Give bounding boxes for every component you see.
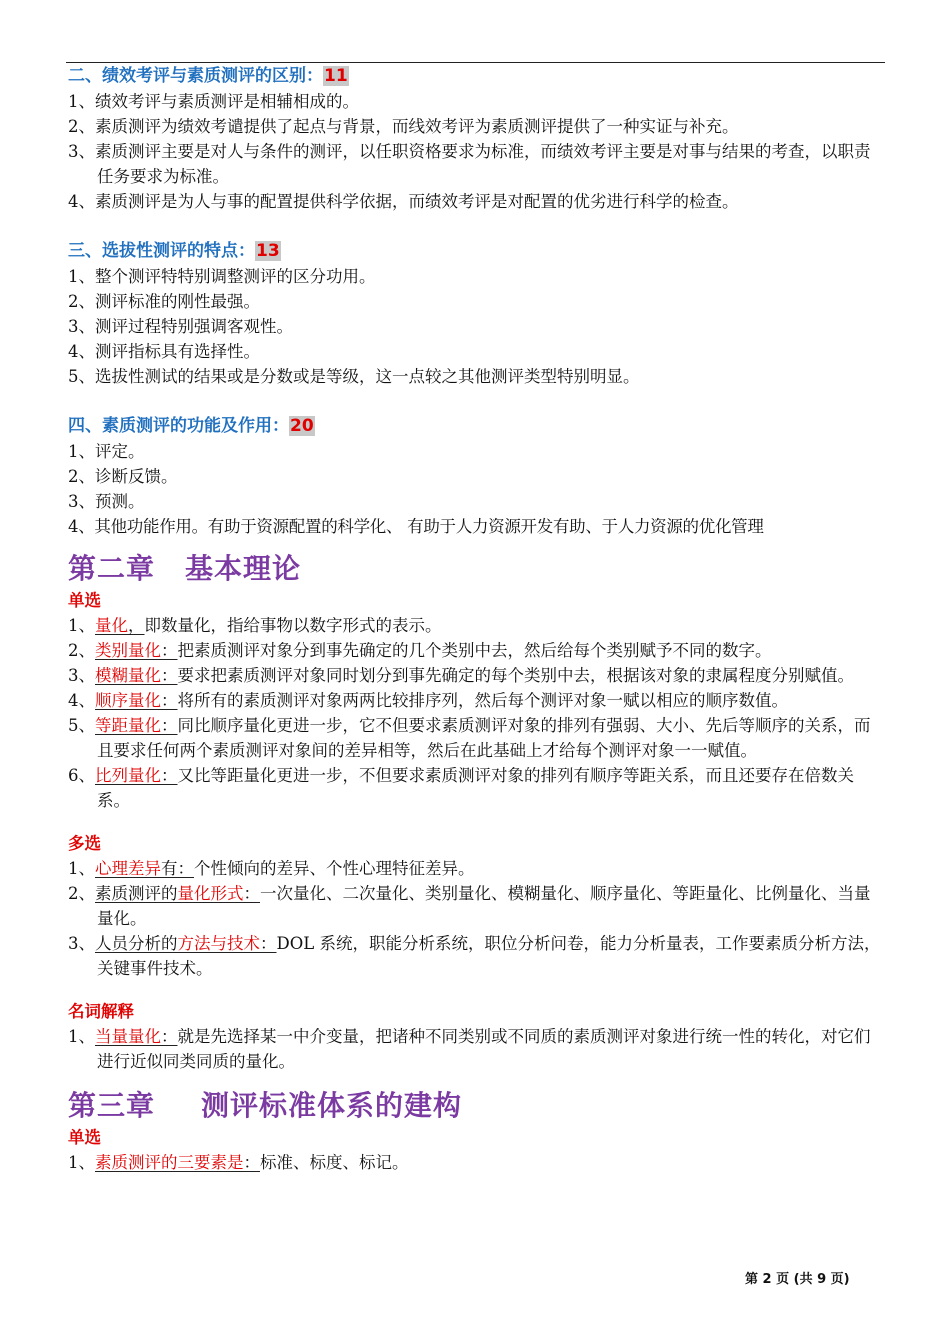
section-heading [68, 64, 884, 89]
header-rule [66, 62, 885, 63]
list-item: 2、测评标准的刚性最强。 [68, 292, 260, 311]
term-name: 模糊量化 [95, 666, 161, 685]
subsection-label: 单选 [68, 591, 101, 610]
term-phrase [95, 1027, 178, 1046]
term-phrase [95, 1153, 260, 1172]
item-number: 2、 [68, 641, 95, 660]
term-separator: ： [177, 859, 194, 878]
definition-text: 同比顺序量化更进一步，它不但要求素质测评对象的排列有强弱、大小、先后等顺序的关系，而且要求任何两个素质测评对象间的差异相等，然后在此基础上才给每个测评对象一一赋值。 [97, 716, 871, 760]
term-prefix: 人员分析的 [95, 934, 178, 953]
term-name: 量化形式 [177, 884, 244, 903]
definition-item [68, 638, 884, 663]
list-item: 4、素质测评是为人与事的配置提供科学依据，而绩效考评是对配置的优劣进行科学的检查。 [68, 192, 739, 211]
list-item: 2、诊断反馈。 [68, 467, 178, 486]
term-separator: ： [161, 766, 178, 785]
item-number: 1、 [68, 1153, 95, 1172]
definition-text: 一次量化、二次量化、类别量化、模糊量化、顺序量化、等距量化、比例量化、当量量化。 [97, 884, 871, 928]
term-name: 当量量化 [95, 1027, 161, 1046]
list-item: 4、其他功能作用。有助于资源配置的科学化、 有助于人力资源开发有助、于人力资源的优化管理 [68, 517, 764, 536]
chapter-number: 第三章 [68, 1089, 156, 1122]
chapter-name: 基本理论 [185, 552, 302, 585]
term-name: 类别量化 [95, 641, 161, 660]
term-separator: ： [161, 691, 178, 710]
term-name: 等距量化 [95, 716, 161, 735]
subsection-label: 名词解释 [68, 1002, 134, 1021]
section-title: 二、绩效考评与素质测评的区别： [68, 66, 323, 86]
item-number: 3、 [68, 934, 95, 953]
section-title: 三、选拔性测评的特点： [68, 241, 255, 261]
chapter-name: 测评标准体系的建构 [201, 1089, 463, 1122]
list-item: 4、测评指标具有选择性。 [68, 342, 260, 361]
definition-item [68, 663, 884, 688]
list-item: 5、选拔性测试的结果或是分数或是等级，这一点较之其他测评类型特别明显。 [68, 367, 640, 386]
definition-text: 个性倾向的差异、个性心理特征差异。 [194, 859, 475, 878]
definition-text: 要求把素质测评对象同时划分到事先确定的每个类别中去，根据该对象的隶属程度分别赋值。 [177, 666, 854, 685]
term-separator: ： [161, 716, 178, 735]
definition-item [68, 713, 884, 763]
section-heading [68, 239, 884, 264]
subsection-label: 多选 [68, 834, 101, 853]
section-heading [68, 414, 884, 439]
definition-text: 就是先选择某一中介变量，把诸种不同类别或不同质的素质测评对象进行统一性的转化，对它们进行近似同类同质的量化。 [97, 1027, 871, 1071]
item-number: 2、 [68, 884, 95, 903]
definition-item [68, 688, 884, 713]
chapter-title [68, 1086, 884, 1126]
term-prefix: 素质测评的 [95, 884, 178, 903]
page-content [68, 64, 884, 1175]
term-separator: ： [243, 884, 260, 903]
definition-text: 将所有的素质测评对象两两比较排序列，然后每个测评对象一赋以相应的顺序数值。 [177, 691, 788, 710]
term-phrase [95, 616, 145, 635]
definition-text: 即数量化，指给事物以数字形式的表示。 [144, 616, 442, 635]
list-item: 1、绩效考评与素质测评是相辅相成的。 [68, 92, 359, 111]
definition-item [68, 613, 884, 638]
term-phrase [95, 859, 194, 878]
list-item: 1、评定。 [68, 442, 145, 461]
page-footer: 第 2 页 (共 9 页) [745, 1272, 850, 1287]
list-item: 3、测评过程特别强调客观性。 [68, 317, 293, 336]
definition-item [68, 881, 884, 931]
term-phrase [95, 934, 277, 953]
term-phrase [95, 641, 178, 660]
page-ref: 11 [324, 66, 348, 86]
item-number: 3、 [68, 666, 95, 685]
chapter-title [68, 549, 884, 589]
item-number: 5、 [68, 716, 95, 735]
definition-text: 把素质测评对象分到事先确定的几个类别中去，然后给每个类别赋予不同的数字。 [177, 641, 772, 660]
item-number: 1、 [68, 1027, 95, 1046]
definition-item [68, 763, 884, 813]
term-separator: ： [161, 1027, 178, 1046]
term-phrase [95, 884, 260, 903]
definition-text: 又比等距量化更进一步，不但要求素质测评对象的排列有顺序等距关系，而且还要存在倍数关系。 [97, 766, 854, 810]
term-separator: ： [260, 934, 277, 953]
list-item: 2、素质测评为绩效考谴提供了起点与背景，而线效考评为素质测评提供了一种实证与补充。 [68, 117, 739, 136]
page-ref: 20 [290, 416, 314, 436]
term-suffix: 有 [161, 859, 178, 878]
page-ref: 13 [256, 241, 280, 261]
term-separator: ， [128, 616, 145, 635]
list-item: 3、素质测评主要是对人与条件的测评，以任职资格要求为标准，而绩效考评主要是对事与结果的考查，以职责任务要求为标准。 [68, 142, 871, 186]
term-phrase [95, 666, 178, 685]
term-separator: ： [161, 641, 178, 660]
item-number: 6、 [68, 766, 95, 785]
definition-text: 标准、标度、标记。 [260, 1153, 409, 1172]
item-number: 1、 [68, 616, 95, 635]
list-item: 1、整个测评特特别调整测评的区分功用。 [68, 267, 376, 286]
item-number: 1、 [68, 859, 95, 878]
term-phrase [95, 716, 178, 735]
term-name: 素质测评的三要素是 [95, 1153, 244, 1172]
term-name: 比列量化 [95, 766, 161, 785]
term-name: 方法与技术 [177, 934, 260, 953]
definition-text: DOL 系统，职能分析系统，职位分析问卷，能力分析量表，工作要素质分析方法，关键事件技术。 [97, 934, 881, 978]
term-name: 心理差异 [95, 859, 161, 878]
term-separator: ： [161, 666, 178, 685]
chapter-number: 第二章 [68, 552, 156, 585]
list-item: 3、预测。 [68, 492, 145, 511]
definition-item [68, 1150, 884, 1175]
definition-item [68, 856, 884, 881]
item-number: 4、 [68, 691, 95, 710]
definition-item [68, 1024, 884, 1074]
term-name: 量化 [95, 616, 128, 635]
term-phrase [95, 766, 178, 785]
definition-item [68, 931, 884, 981]
term-phrase [95, 691, 178, 710]
section-title: 四、素质测评的功能及作用： [68, 416, 289, 436]
term-name: 顺序量化 [95, 691, 161, 710]
subsection-label: 单选 [68, 1128, 101, 1147]
term-separator: ： [243, 1153, 260, 1172]
